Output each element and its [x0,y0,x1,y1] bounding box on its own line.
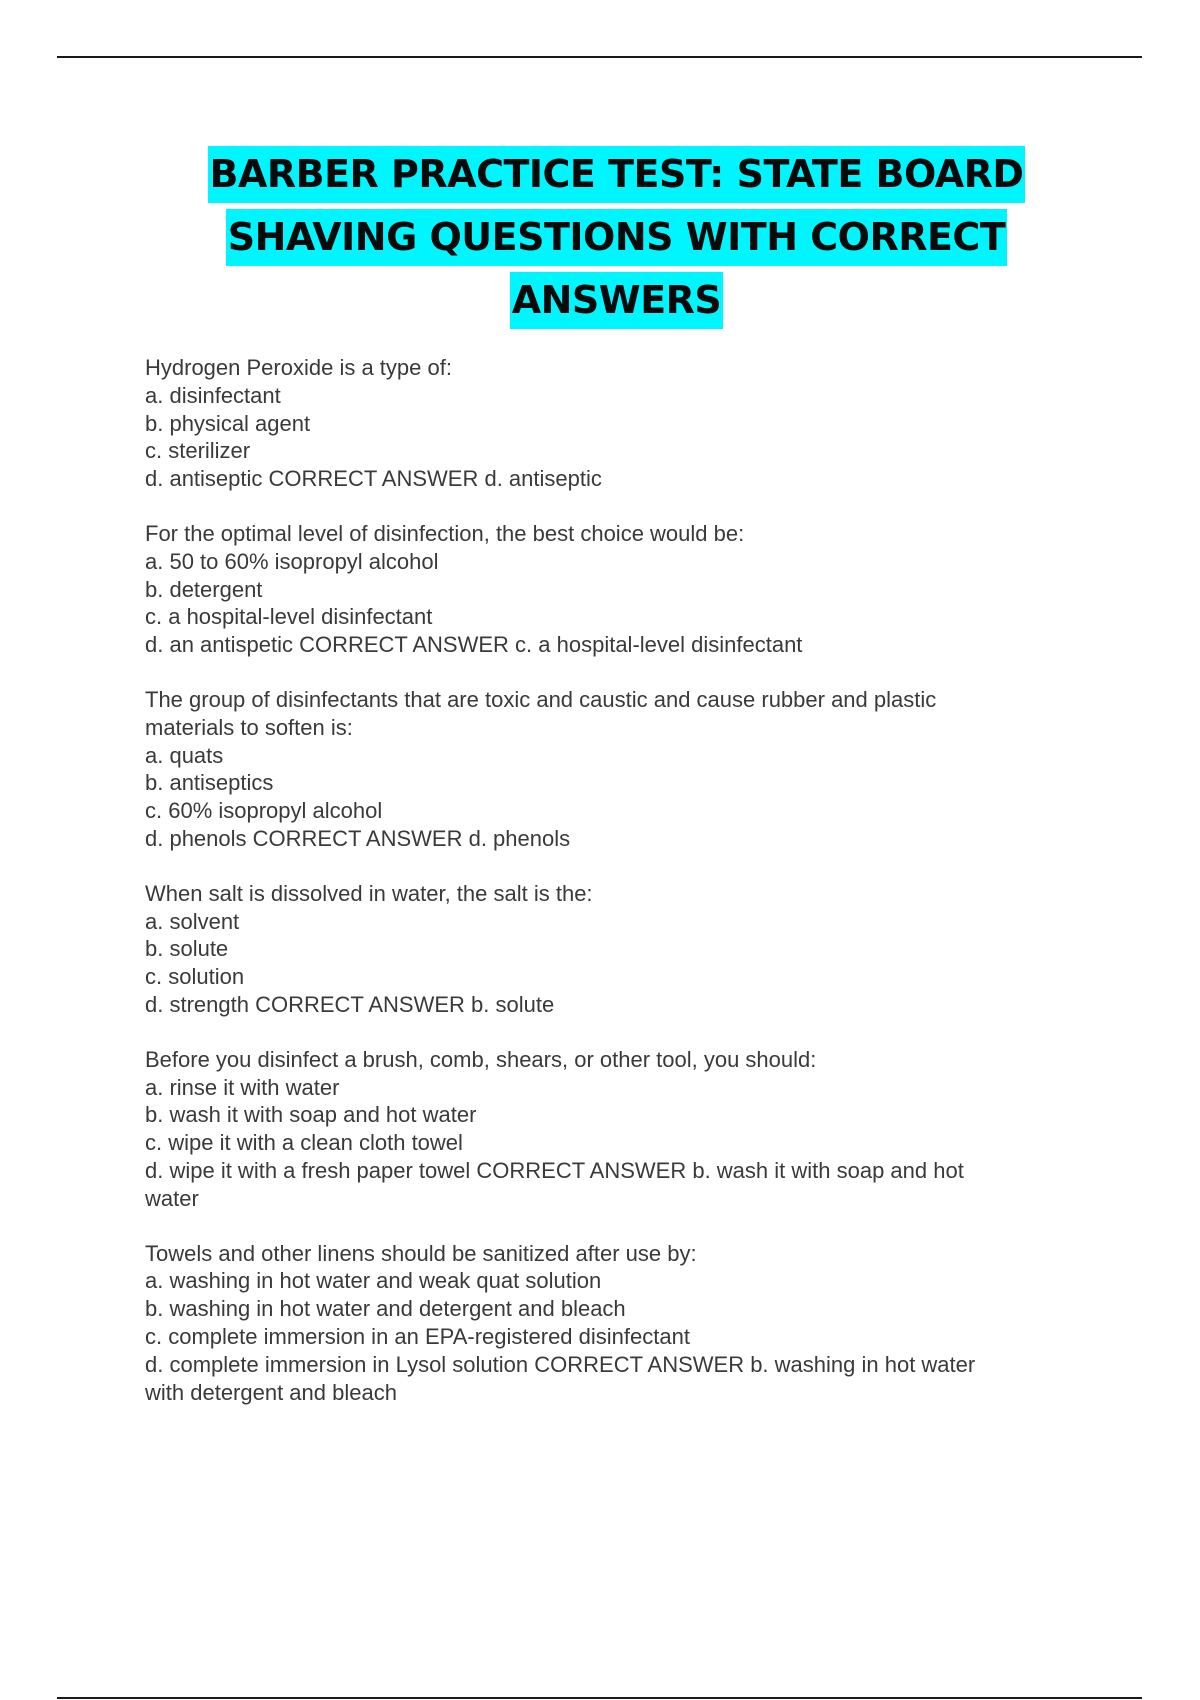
answer-option: b. detergent [145,576,263,602]
answer-option: a. solvent [145,908,240,934]
answer-option-with-correct-answer: d. wipe it with a fresh paper towel CORRECT ANSWER b. wash it with soap and hot [145,1157,964,1183]
document-title [0,146,1200,335]
answer-option: b. antiseptics [145,770,274,796]
answer-option: a. washing in hot water and weak quat solution [145,1268,602,1294]
question-block [145,880,1075,1019]
question-text: Hydrogen Peroxide is a type of: [145,355,452,380]
answer-continuation: with detergent and bleach [145,1379,397,1405]
question-text: For the optimal level of disinfection, the best choice would be: [145,520,745,546]
question-list [145,354,1075,1433]
question-text: Towels and other linens should be sanitized after use by: [145,1240,697,1266]
answer-option: a. disinfectant [145,382,281,408]
title-line: BARBER PRACTICE TEST: STATE BOARD [208,146,1026,203]
question-text: materials to soften is: [145,714,353,740]
answer-option: c. 60% isopropyl alcohol [145,798,383,824]
question-block [145,354,1075,493]
answer-option-with-correct-answer: d. antiseptic CORRECT ANSWER d. antiseptic [145,466,602,492]
answer-option-with-correct-answer: d. complete immersion in Lysol solution CORRECT ANSWER b. washing in hot water [145,1351,976,1377]
top-rule [57,56,1142,58]
bottom-rule [57,1697,1142,1699]
title-line: SHAVING QUESTIONS WITH CORRECT [226,209,1008,266]
answer-option-with-correct-answer: d. phenols CORRECT ANSWER d. phenols [145,825,571,851]
answer-option: a. 50 to 60% isopropyl alcohol [145,548,439,574]
question-block [145,1240,1075,1407]
answer-option: c. wipe it with a clean cloth towel [145,1130,463,1156]
answer-option: c. a hospital-level disinfectant [145,604,433,630]
answer-option: c. solution [145,964,245,990]
question-block [145,520,1075,659]
answer-option: a. quats [145,742,224,768]
question-text: Before you disinfect a brush, comb, shears, or other tool, you should: [145,1046,817,1072]
question-text: The group of disinfectants that are toxic and caustic and cause rubber and plastic [145,686,937,712]
answer-option: c. sterilizer [145,438,251,464]
question-text: When salt is dissolved in water, the salt is the: [145,880,593,906]
answer-option: a. rinse it with water [145,1074,340,1100]
question-block [145,1046,1075,1213]
answer-option: b. wash it with soap and hot water [145,1102,477,1128]
answer-option: b. washing in hot water and detergent and bleach [145,1296,626,1322]
answer-option: b. physical agent [145,410,311,436]
answer-option-with-correct-answer: d. strength CORRECT ANSWER b. solute [145,991,555,1017]
answer-option-with-correct-answer: d. an antispetic CORRECT ANSWER c. a hospital-level disinfectant [145,632,803,658]
answer-option: b. solute [145,936,229,962]
answer-option: c. complete immersion in an EPA-registered disinfectant [145,1323,690,1349]
title-line: ANSWERS [510,272,724,329]
answer-continuation: water [145,1185,199,1211]
question-block [145,686,1075,853]
